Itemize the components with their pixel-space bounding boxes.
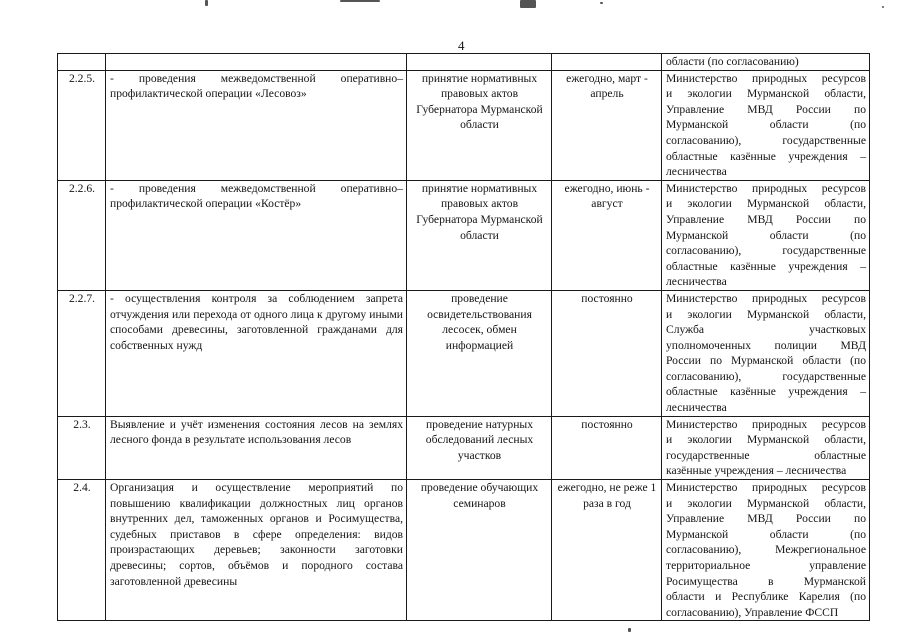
responsible-line: Министерство природных ресурсов (666, 71, 866, 85)
responsible-line: согласованию), государственные (666, 244, 866, 258)
responsible-executors (662, 180, 870, 290)
responsible-line: Управление МВД России по (666, 212, 866, 226)
table-row (58, 290, 870, 416)
responsible-line: Управление МВД России по (666, 512, 866, 526)
responsible-line: областные казённые учреждения – (666, 259, 866, 273)
responsible-executors (662, 70, 870, 180)
row-number: 2.4. (58, 480, 106, 621)
responsible-line: Росимущества в Мурманской (666, 574, 866, 588)
responsible-line: и экологии Мурманской области, (666, 307, 866, 321)
row-number: 2.3. (58, 416, 106, 479)
measure-description: - осуществления контроля за соблюдением запрета отчуждения или перехода от одного лица к другому иными способами древесины, заготовленной гражданами для собственных нужд (106, 290, 407, 416)
measure-description: Организация и осуществление мероприятий по повышению квалификации должностных лиц органов внутренних дел, таможенных органов и Росимущества, судебных приставов в сфере определения: видов произрастающих деревьев; законности заготовки древесины; сортов, объёмов и породного состава заготовленной древесины (106, 480, 407, 621)
table-row (58, 70, 870, 180)
responsible-line: Управление МВД России по (666, 102, 866, 116)
scan-speck (882, 6, 884, 8)
measure-description: Выявление и учёт изменения состояния лесов на землях лесного фонда в результате использования лесов (106, 416, 407, 479)
responsible-line: России по Мурманской области (по (666, 354, 866, 368)
implementation-term: постоянно (552, 416, 662, 479)
responsible-line: государственные областные (666, 448, 866, 462)
responsible-line: и экологии Мурманской области, (666, 433, 866, 447)
responsible-line: согласованию), государственные (666, 133, 866, 147)
responsible-line: лесничества (666, 165, 727, 179)
carry-over-row (58, 54, 870, 71)
responsible-line: Министерство природных ресурсов (666, 291, 866, 305)
responsible-line: лесничества (666, 401, 727, 415)
responsible-line: Министерство природных ресурсов (666, 417, 866, 431)
scan-speck (628, 628, 631, 632)
responsible-line: Министерство природных ресурсов (666, 181, 866, 195)
responsible-line: области и Республике Карелия (по (666, 590, 866, 604)
responsible-line: и экологии Мурманской области, (666, 197, 866, 211)
implementation-mechanism: проведение натурных обследований лесных участков (407, 416, 552, 479)
implementation-mechanism: проведение освидетельствования лесосек, обмен информацией (407, 290, 552, 416)
responsible-line: Мурманской области (по (666, 118, 866, 132)
scan-speck (205, 0, 208, 6)
responsible-line: областные казённые учреждения – (666, 385, 866, 399)
responsible-line: Министерство природных ресурсов (666, 481, 866, 495)
responsible-line: казённые учреждения – лесничества (666, 464, 847, 478)
implementation-mechanism: проведение обучающих семинаров (407, 480, 552, 621)
responsible-executors (662, 416, 870, 479)
measures-table (57, 53, 870, 621)
implementation-term: ежегодно, не реже 1 раза в год (552, 480, 662, 621)
responsible-line: согласованию), Управление ФССП (666, 605, 839, 619)
row-number: 2.2.5. (58, 70, 106, 180)
responsible-line: согласованию), государственные (666, 369, 866, 383)
implementation-term: постоянно (552, 290, 662, 416)
row-number: 2.2.7. (58, 290, 106, 416)
responsible-line: согласованию), Межрегиональное (666, 543, 866, 557)
responsible-line: Мурманской области (по (666, 527, 866, 541)
responsible-line: уполномоченных полиции МВД (666, 338, 866, 352)
responsible-line: территориальное управление (666, 559, 866, 572)
implementation-mechanism: принятие нормативных правовых актов Губернатора Мурманской области (407, 70, 552, 180)
implementation-term: ежегодно, март - апрель (552, 70, 662, 180)
implementation-term: ежегодно, июнь - август (552, 180, 662, 290)
responsible-line: Служба участковых (666, 323, 866, 337)
scan-speck (600, 2, 603, 4)
responsible-line: и экологии Мурманской области, (666, 496, 866, 510)
implementation-mechanism: принятие нормативных правовых актов Губернатора Мурманской области (407, 180, 552, 290)
responsible-executors (662, 290, 870, 416)
page-number: 4 (458, 38, 465, 53)
measure-description: - проведения межведомственной оперативно–профилактической операции «Костёр» (106, 180, 407, 290)
responsible-line: и экологии Мурманской области, (666, 87, 866, 101)
responsible-executors (662, 480, 870, 621)
row-number: 2.2.6. (58, 180, 106, 290)
responsible-line: Мурманской области (по (666, 228, 866, 242)
table-row (58, 480, 870, 621)
responsible-line: областные казённые учреждения – (666, 149, 866, 163)
table-row (58, 180, 870, 290)
scan-speck (340, 0, 380, 2)
scan-speck (520, 0, 536, 8)
responsible-line: лесничества (666, 275, 727, 289)
measure-description: - проведения межведомственной оперативно–профилактической операции «Лесовоз» (106, 70, 407, 180)
carry-over-cell: области (по согласованию) (662, 54, 870, 71)
table-row (58, 416, 870, 479)
